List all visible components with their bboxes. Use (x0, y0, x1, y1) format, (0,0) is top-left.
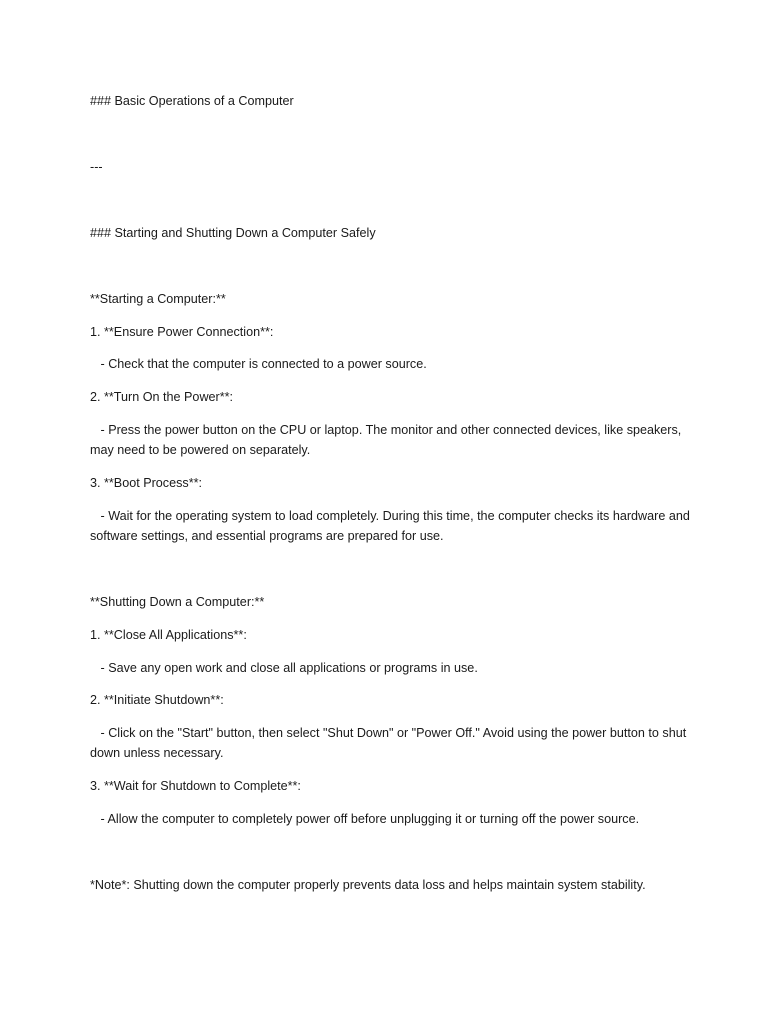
starting-step3-desc: - Wait for the operating system to load completely. During this time, the computer checks its hardware and software settings, and essential programs are prepared for use. (90, 509, 694, 543)
starting-step1-desc: - Check that the computer is connected to a power source. (90, 357, 427, 371)
shutting-step1-title: 1. **Close All Applications**: (90, 628, 247, 642)
starting-step3-title: 3. **Boot Process**: (90, 476, 203, 490)
starting-step2-title: 2. **Turn On the Power**: (90, 390, 234, 404)
shutting-title: **Shutting Down a Computer:** (90, 595, 265, 609)
starting-step1-title: 1. **Ensure Power Connection**: (90, 325, 274, 339)
shutting-step2-title: 2. **Initiate Shutdown**: (90, 693, 224, 707)
separator: --- (90, 160, 103, 174)
note-text: *Note*: Shutting down the computer properly prevents data loss and helps maintain system stability. (90, 878, 646, 892)
shutting-step3-desc: - Allow the computer to completely power off before unplugging it or turning off the power source. (90, 812, 640, 826)
shutting-step2-desc: - Click on the "Start" button, then select "Shut Down" or "Power Off." Avoid using the power button to shut down unless necessary. (90, 726, 690, 760)
main-heading: ### Basic Operations of a Computer (90, 94, 294, 108)
shutting-step1-desc: - Save any open work and close all applications or programs in use. (90, 661, 478, 675)
section-heading: ### Starting and Shutting Down a Computer Safely (90, 226, 376, 240)
starting-title: **Starting a Computer:** (90, 292, 226, 306)
starting-step2-desc: - Press the power button on the CPU or laptop. The monitor and other connected devices, like speakers, may need to be powered on separately. (90, 423, 685, 457)
shutting-step3-title: 3. **Wait for Shutdown to Complete**: (90, 779, 301, 793)
